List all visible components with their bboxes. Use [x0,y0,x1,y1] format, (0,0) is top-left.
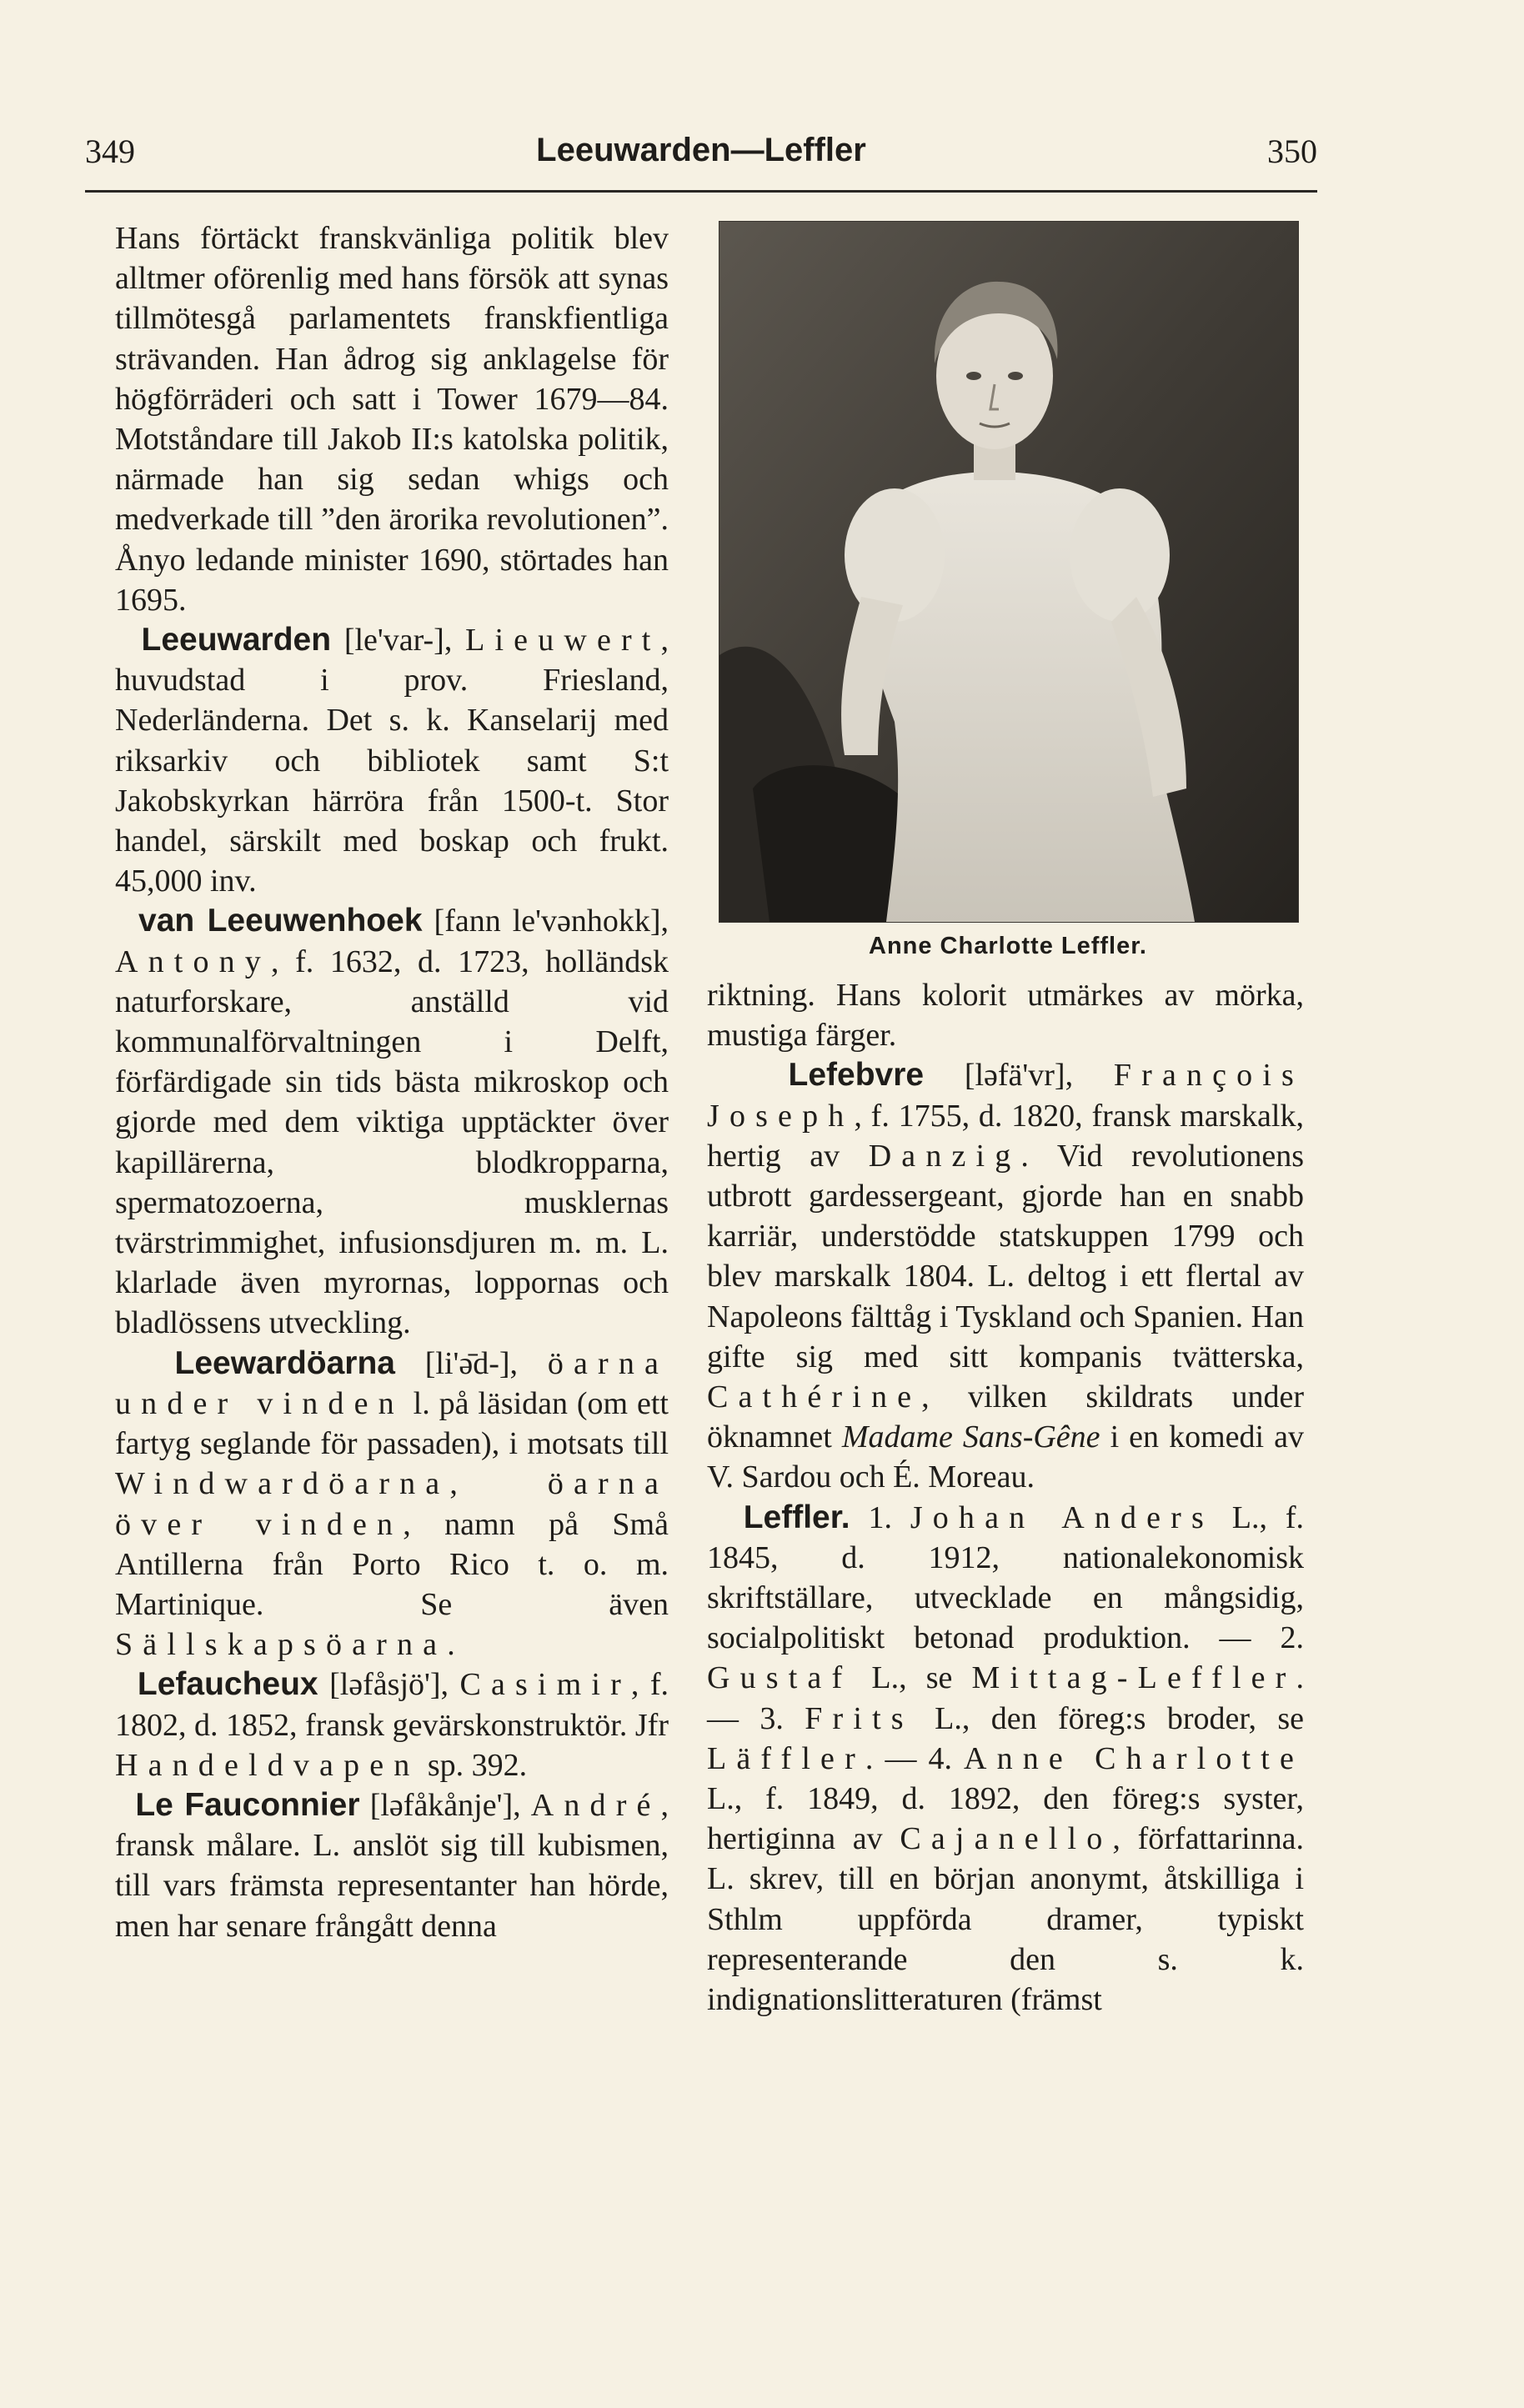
headword: Leewardöarna [174,1344,395,1381]
entry-leffler: Leffler. 1. Johan Anders L., f. 1845, d. 1912, nationalekonomisk skriftställare, utvecklade en mångsidig, socialpolitiskt betonad produktion. — 2. Gustaf L., se Mittag-Leffler. — 3. Frits L., den föreg:s broder, se Läffler. — 4. Anne Charlotte L., f. 1849, d. 1892, den föreg:s syster, hertiginna av Cajanello, författarinna. L. skrev, till en början anonymt, åtskilliga i Sthlm uppförda dramer, typiskt representerande den s. k. indignationslitteraturen (främst [707,1499,1305,2018]
headword: Leffler. [743,1499,850,1535]
portrait-figure [719,221,1297,971]
header-rule [85,190,1317,193]
headword: Le Fauconnier [135,1786,360,1823]
portrait-photo [719,221,1299,923]
entry-leewardoarna: Leewardöarna [li'ə̄d-], öarna under vinden l. på läsidan (om ett fartyg seglande för passaden), i motsats till Windwardöarna, öarna över vinden, namn på Små Antillerna från Porto Rico t. o. m. Martinique. Se även Sällskapsöarna. [115,1344,669,1663]
headword: Leeuwarden [141,622,332,658]
right-column [707,975,1304,2020]
headword: van Leeuwenhoek [138,903,423,939]
entry-leeuwenhoek: van Leeuwenhoek [fann le'vənhokk], Antony, f. 1632, d. 1723, holländsk naturforskare, anställd vid kommunalförvaltningen i Delft, förfärdigade sin tids bästa mikroskop och gjorde med dem viktiga upptäckter över kapillärerna, blodkropparna, spermatozoerna, musklernas tvärstrimmighet, infusionsdjuren m. m. L. klarlade även myrornas, loppornas och bladlössens utveckling. [115,903,669,1341]
entry-leeuwarden: Leeuwarden [le'var-], Lieuwert, huvudstad i prov. Friesland, Nederländerna. Det s. k. Kanselarij med riksarkiv och bibliotek samt S:t Jakobskyrkan härröra från 1500-t. Stor handel, särskilt med boskap och frukt. 45,000 inv. [115,622,669,899]
entry-continuation: Hans förtäckt franskvänliga politik blev alltmer oförenlig med hans försök att synas tillmötesgå parlamentets franskfientliga strävanden. Han ådrog sig anklagelse för högförräderi och satt i Tower 1679—84. Motståndare till Jakob II:s katolska politik, närmade han sig sedan whigs och medverkade till ”den ärorika revolutionen”. Ånyo ledande minister 1690, störtades han 1695. [115,221,669,618]
page-number-left: 349 [85,133,135,170]
entry-le-fauconnier: Le Fauconnier [ləfåkånje'], André, fransk målare. L. anslöt sig till kubismen, till vars främsta representanter han hörde, men har senare frångått denna [115,1786,669,1944]
entry-lefebvre: Lefebvre [ləfä'vr], François Joseph, f. 1755, d. 1820, fransk marskalk, hertig av Danzig. Vid revolutionens utbrott gardessergeant, gjorde han en snabb karriär, understödde statskuppen 1799 och blev marskalk 1804. L. deltog i ett flertal av Napoleons fälttåg i Tyskland och Spanien. Han gifte sig med sitt kompanis tvätterska, Cathérine, vilken skildrats under öknamnet Madame Sans-Gêne i en komedi av V. Sardou och É. Moreau. [707,1057,1304,1495]
portrait-illustration [719,222,1298,922]
headword: Lefaucheux [137,1666,318,1703]
figure-caption: Anne Charlotte Leffler. [869,933,1147,959]
running-title: Leeuwarden—Leffler [536,132,866,168]
page-number-right: 350 [1267,133,1317,170]
entry-lefaucheux: Lefaucheux [ləfåsjö'], Casimir, f. 1802, d. 1852, fransk gevärskonstruktör. Jfr Handeldvapen sp. 392. [115,1666,669,1783]
headword: Lefebvre [788,1057,925,1094]
entry-continuation-right: riktning. Hans kolorit utmärkes av mörka, mustiga färger. [707,978,1304,1054]
left-column [115,218,669,1946]
page-header [85,125,1317,192]
